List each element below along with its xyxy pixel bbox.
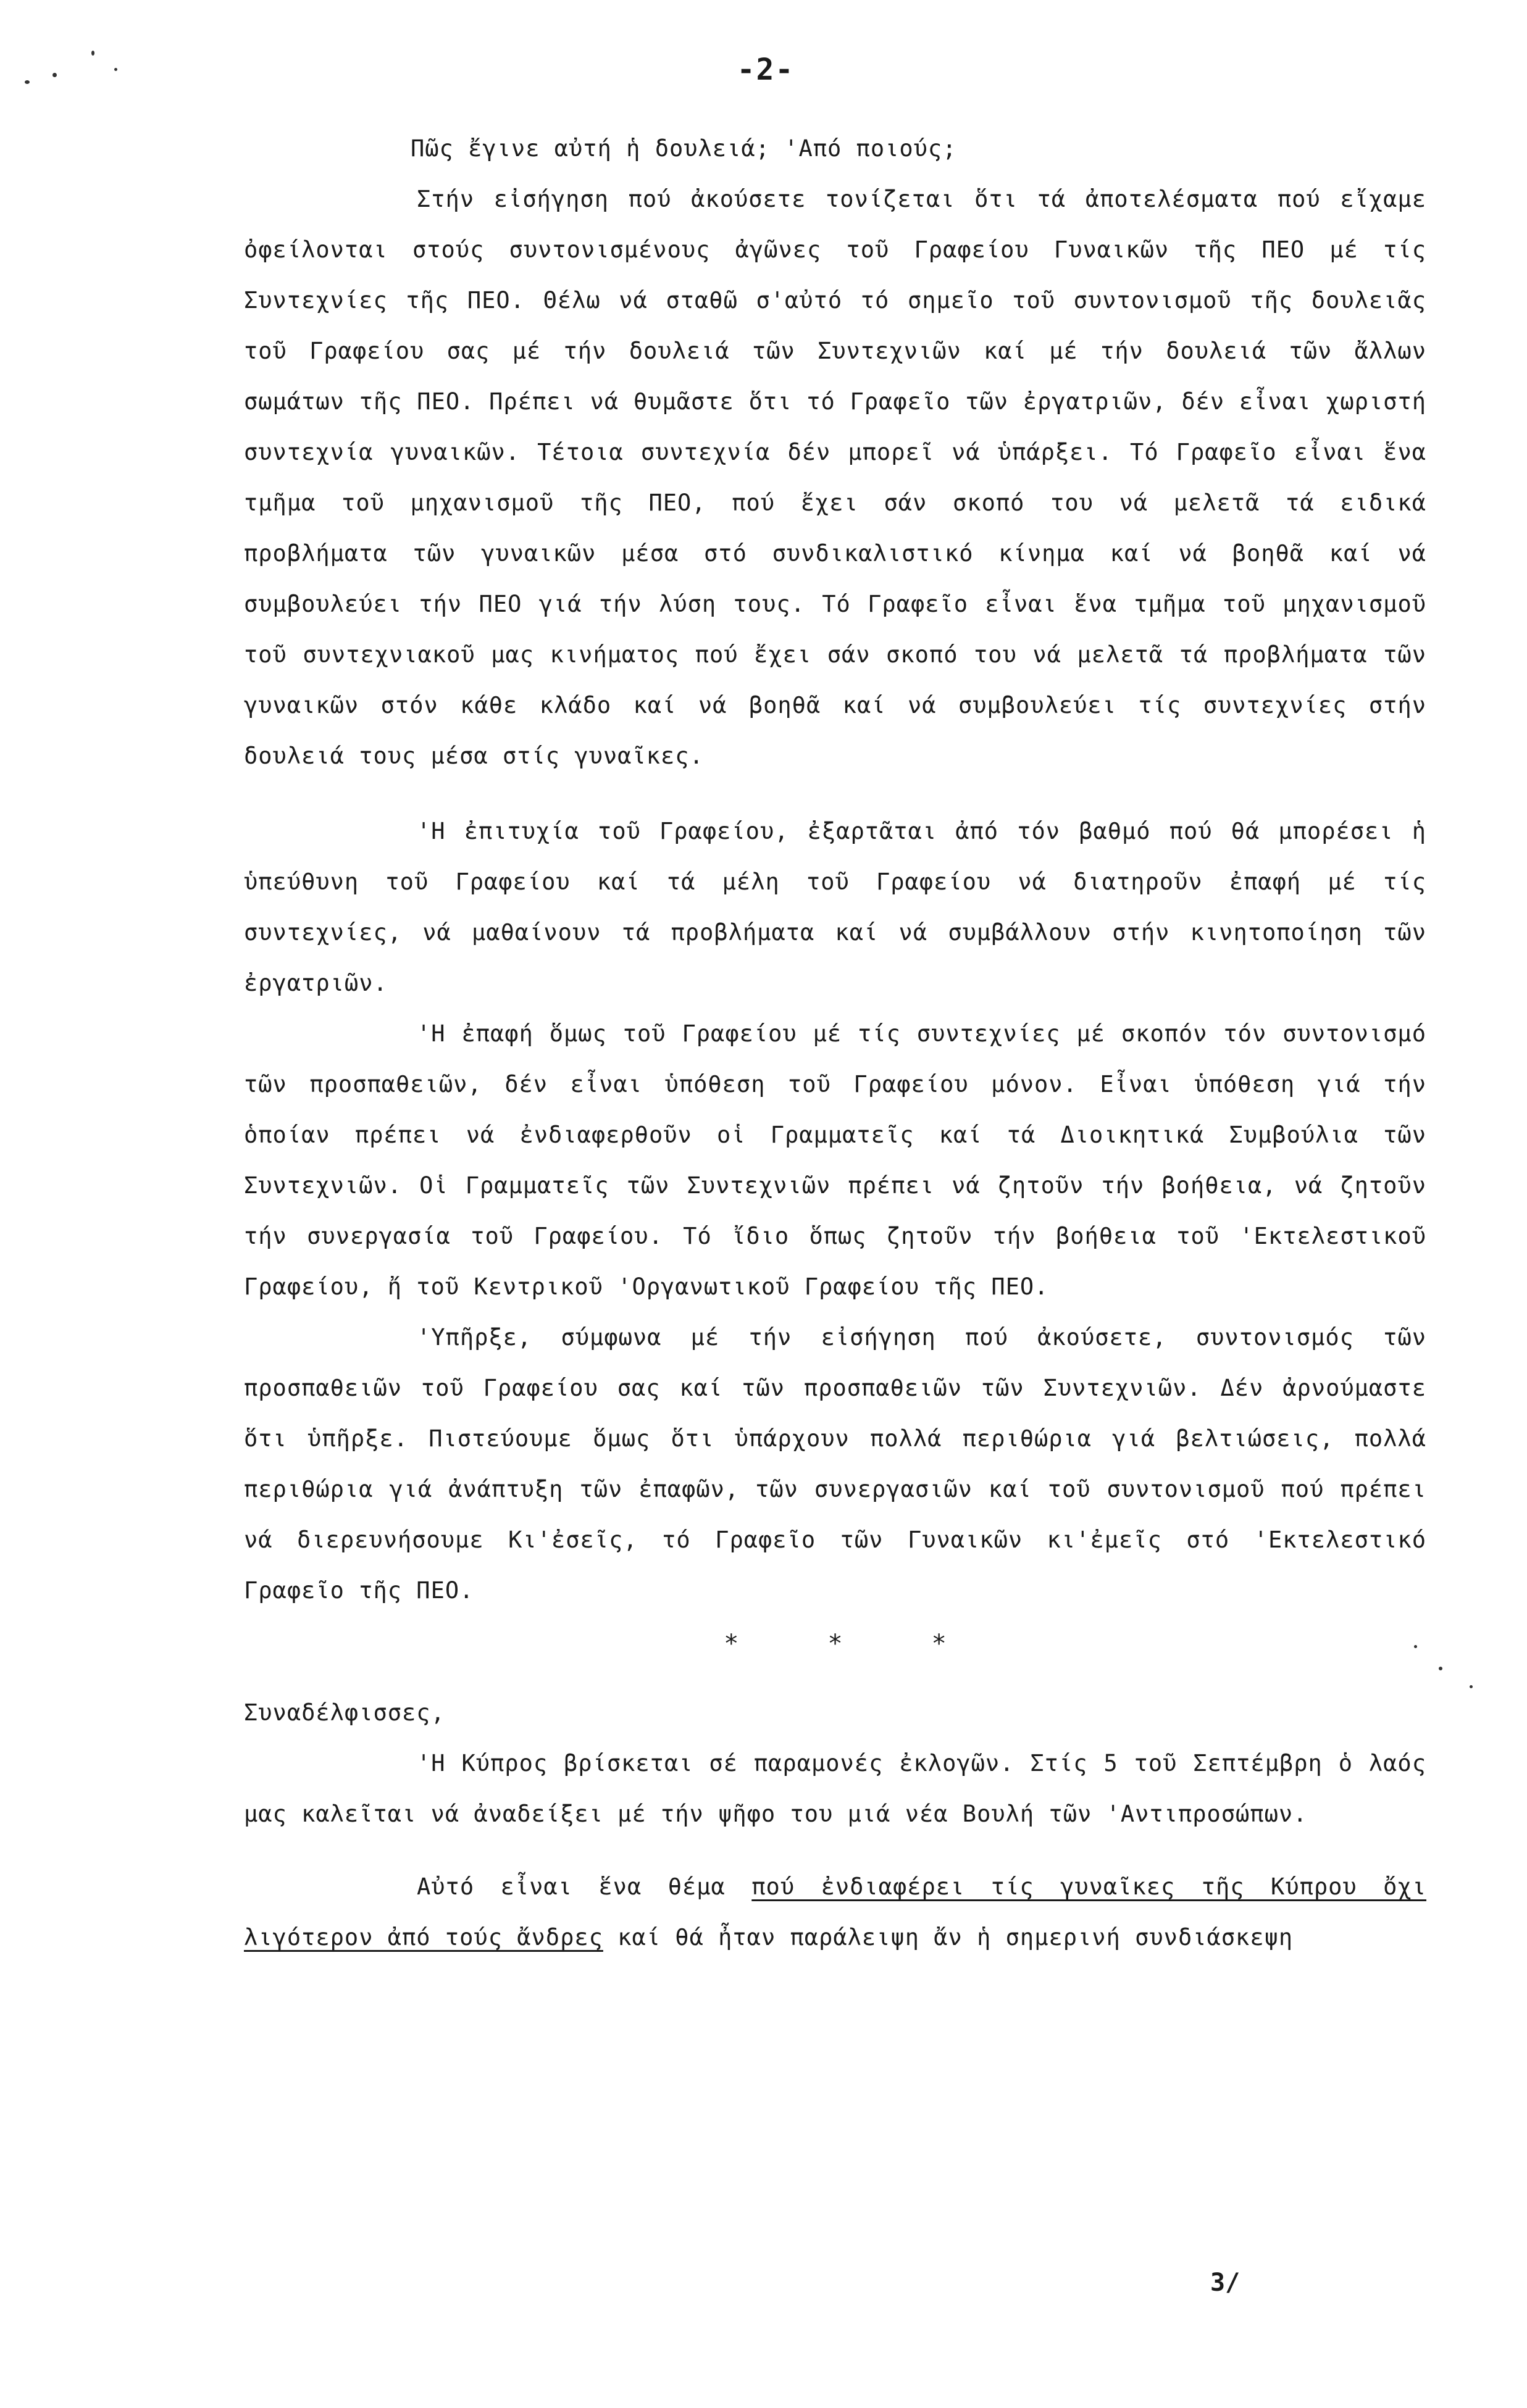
paragraph-elections: 'Η Κύπρος βρίσκεται σέ παραμονές ἐκλογῶν. Στίς 5 τοῦ Σεπτέμβρη ὁ λαός μας καλεῖται νά ἀναδείξει μέ τήν ψῆφο του μιά νέα Βουλή τῶν 'Αντιπροσώπων. [244,1750,1426,1827]
paragraph-women-interest [244,1862,1426,1963]
salutation: Συναδέλφισσες, [244,1699,445,1726]
scan-speck [114,68,117,71]
section-separator: * * * [724,1630,984,1658]
scan-speck [52,73,57,77]
scan-speck [1470,1685,1473,1688]
paragraph-contact: 'Η ἐπαφή ὅμως τοῦ Γραφείου μέ τίς συντεχνίες μέ σκοπόν τόν συντονισμό τῶν προσπαθειῶν, δέν εἶναι ὑπόθεση τοῦ Γραφείου μόνον. Εἶναι ὑπόθεση γιά τήν ὁποίαν πρέπει νά ἐνδιαφερθοῦν οἱ Γραμματεῖς καί τά Διοικητικά Συμβούλια τῶν Συντεχνιῶν. Οἱ Γραμματεῖς τῶν Συντεχνιῶν πρέπει νά ζητοῦν τήν βοήθεια, νά ζητοῦν τήν συνεργασία τοῦ Γραφείου. Τό ἴδιο ὅπως ζητοῦν τήν βοήθεια τοῦ 'Εκτελεστικοῦ Γραφείου, ἤ τοῦ Κεντρικοῦ 'Οργανωτικοῦ Γραφείου τῆς ΠΕΟ. [244,1020,1426,1300]
paragraph-question: Πῶς ἔγινε αὐτή ἡ δουλειά; 'Από ποιούς; [411,135,957,162]
paragraph-success: 'Η ἐπιτυχία τοῦ Γραφείου, ἐξαρτᾶται ἀπό τόν βαθμό πού θά μπορέσει ἡ ὑπεύθυνη τοῦ Γραφείου καί τά μέλη τοῦ Γραφείου νά διατηροῦν ἐπαφή μέ τίς συντεχνίες, νά μαθαίνουν τά προβλήματα καί νά συμβάλλουν στήν κινητοποίηση τῶν ἐργατριῶν. [244,818,1426,996]
paragraph-women-interest-start: Αὐτό εἶναι ἕνα θέμα [417,1873,726,1900]
paragraph-existing-coordination: 'Υπῆρξε, σύμφωνα μέ τήν εἰσήγηση πού ἀκούσετε, συντονισμός τῶν προσπαθειῶν τοῦ Γραφείου σας καί τῶν προσπαθειῶν τῶν Συντεχνιῶν. Δέν ἀρνούμαστε ὅτι ὑπῆρξε. Πιστεύουμε ὅμως ὅτι ὑπάρχουν πολλά περιθώρια γιά βελτιώσεις, πολλά περιθώρια γιά ἀνάπτυξη τῶν ἐπαφῶν, τῶν συνεργασιῶν καί τοῦ συντονισμοῦ πού πρέπει νά διερευνήσουμε Κι'ἐσεῖς, τό Γραφεῖο τῶν Γυναικῶν κι'ἐμεῖς στό 'Εκτελεστικό Γραφεῖο τῆς ΠΕΟ. [244,1324,1426,1604]
underlined-phrase: πού ἐνδιαφέρει τίς γυναῖκες τῆς Κύπρου ὄχι λιγότερον ἀπό τούς ἄνδρες [244,1873,1426,1951]
next-page-reference: 3/ [1210,2268,1240,2297]
document-body [244,123,1426,1963]
page-number: -2- [737,52,795,87]
paragraph-coordination: Στήν εἰσήγηση πού ἀκούσετε τονίζεται ὅτι τά ἀποτελέσματα πού εἴχαμε ὀφείλονται στούς συντονισμένους ἀγῶνες τοῦ Γραφείου Γυναικῶν τῆς ΠΕΟ μέ τίς Συντεχνίες τῆς ΠΕΟ. Θέλω νά σταθῶ σ'αὐτό τό σημεῖο τοῦ συντονισμοῦ τῆς δουλειᾶς τοῦ Γραφείου σας μέ τήν δουλειά τῶν Συντεχνιῶν καί μέ τήν δουλειά τῶν ἄλλων σωμάτων τῆς ΠΕΟ. Πρέπει νά θυμᾶστε ὅτι τό Γραφεῖο τῶν ἐργατριῶν, δέν εἶναι χωριστή συντεχνία γυναικῶν. Τέτοια συντεχνία δέν μπορεῖ νά ὑπάρξει. Τό Γραφεῖο εἶναι ἕνα τμῆμα τοῦ μηχανισμοῦ τῆς ΠΕΟ, πού ἔχει σάν σκοπό του νά μελετᾶ τά ειδικά προβλήματα τῶν γυναικῶν μέσα στό συνδικαλιστικό κίνημα καί νά βοηθᾶ καί νά συμβουλεύει τήν ΠΕΟ γιά τήν λύση τους. Τό Γραφεῖο εἶναι ἕνα τμῆμα τοῦ μηχανισμοῦ τοῦ συντεχνιακοῦ μας κινήματος πού ἔχει σάν σκοπό του νά μελετᾶ τά προβλήματα τῶν γυναικῶν στόν κάθε κλάδο καί νά βοηθᾶ καί νά συμβουλεύει τίς συντεχνίες στήν δουλειά τους μέσα στίς γυναῖκες. [244,186,1426,769]
scan-speck [91,51,94,56]
scan-speck [1439,1667,1442,1670]
paragraph-women-interest-end: καί θά ἦταν παράλειψη ἄν ἡ σημερινή συνδιάσκεψη [617,1924,1294,1951]
scan-speck [25,80,30,84]
scan-speck [1414,1645,1417,1648]
